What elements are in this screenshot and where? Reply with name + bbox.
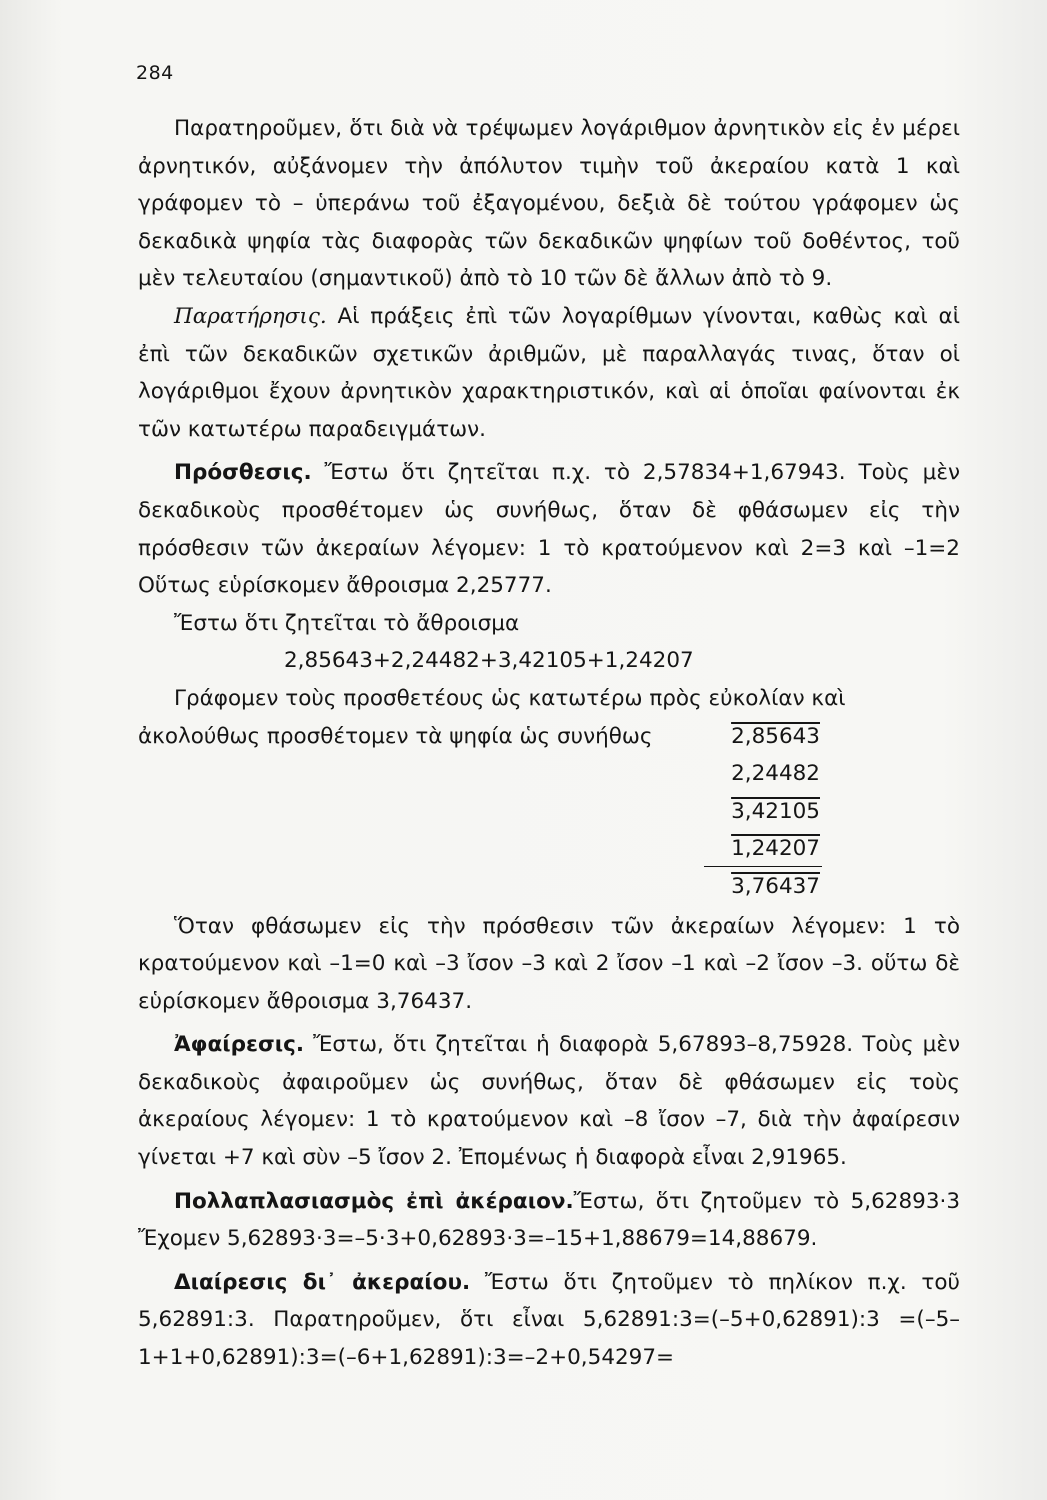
addition-text: Ἔστω ὅτι ζητεῖται π.χ. τὸ 2,57834+1,67943. Τοὺς μὲν δεκαδικοὺς προσθέτομεν ὡς συνήθως, ὅταν δὲ φθάσωμεν εἰς τὴν πρόσθεσιν τῶν ἀκεραίων λέγομεν: 1 τὸ κρατούμενον καὶ 2=3 καὶ –1=2 Οὕτως εὑρίσκομεν ἄθροισμα 2,25777.	[138, 460, 960, 599]
division-text: Ἔστω ὅτι ζητοῦμεν τὸ πηλίκον π.χ. τοῦ 5,62891:3. Παρατηροῦμεν, ὅτι εἶναι 5,62891:3=(–5+0,62891):3 =(–5–1+1+0,62891):3=(–6+1,62891):3=–2+0,54297=	[138, 1269, 960, 1371]
paragraph-division	[138, 1264, 960, 1377]
division-heading: Διαίρεσις δι᾽ ἀκεραίου.	[174, 1269, 471, 1295]
remark-text: Αἱ πράξεις ἐπὶ τῶν λογαρίθμων γίνονται, καθὼς καὶ αἱ ἐπὶ τῶν δεκαδικῶν σχετικῶν ἀριθμῶν, μὲ παραλλαγάς τινας, ὅταν οἱ λογάριθμοι ἔχουν ἀρνητικὸν χαρακτηριστικόν, καὶ αἱ ὁποῖαι φαίνονται ἐκ τῶν κατωτέρω παραδειγμάτων.	[138, 303, 960, 442]
paragraph-sum-intro: Ἔστω ὅτι ζητεῖται τὸ ἄθροισμα	[174, 610, 520, 636]
page-number: 284	[136, 62, 174, 84]
paragraph-remark	[138, 298, 960, 448]
multiplication-text: Ἔστω, ὅτι ζητοῦμεν τὸ 5,62893·3 Ἔχομεν 5,62893·3=–5·3+0,62893·3=–15+1,88679=14,88679.	[138, 1188, 961, 1252]
addition-sum: 3,76437	[731, 873, 820, 899]
paragraph-add-digits: ἀκολούθως προσθέτομεν τὰ ψηφία ὡς συνήθως	[138, 723, 653, 749]
remark-heading: Παρατήρησις.	[174, 303, 327, 329]
addend-1: 2,85643	[731, 723, 820, 749]
page-body	[138, 110, 960, 1377]
paragraph-addition	[138, 454, 960, 604]
addition-column	[700, 718, 820, 906]
subtraction-heading: Ἀφαίρεσις.	[174, 1032, 304, 1058]
paragraph-subtraction	[138, 1026, 960, 1176]
paragraph-multiplication	[138, 1183, 960, 1258]
subtraction-text: Ἔστω, ὅτι ζητεῖται ἡ διαφορὰ 5,67893–8,75928. Τοὺς μὲν δεκαδικοὺς ἀφαιροῦμεν ὡς συνήθως, ὅταν δὲ φθάσωμεν εἰς τοὺς ἀκεραίους λέγομεν: 1 τὸ κρατούμενον καὶ –8 ἴσον –7, διὰ τὴν ἀφαίρεσιν γίνεται +7 καὶ σὺν –5 ἴσον 2. Ἐπομένως ἡ διαφορὰ εἶναι 2,91965.	[138, 1032, 960, 1171]
paragraph-integer-addition: Ὅταν φθάσωμεν εἰς τὴν πρόσθεσιν τῶν ἀκεραίων λέγομεν: 1 τὸ κρατούμενον καὶ –1=0 καὶ –3 ἴσον –3 καὶ 2 ἴσον –1 καὶ –2 ἴσον –3. οὕτω δὲ εὑρίσκομεν ἄθροισμα 3,76437.	[138, 913, 960, 1014]
sum-formula: 2,85643+2,24482+3,42105+1,24207	[284, 648, 694, 674]
multiplication-heading: Πολλαπλασιασμὸς ἐπὶ ἀκέραιον.	[174, 1188, 574, 1214]
paragraph-write-terms: Γράφομεν τοὺς προσθετέους ὡς κατωτέρω πρὸς εὐκολίαν καὶ	[174, 685, 846, 711]
paragraph-negative-logarithm: Παρατηροῦμεν, ὅτι διὰ νὰ τρέψωμεν λογάριθμον ἀρνητικὸν εἰς ἐν μέρει ἀρνητικόν, αὐξάνομεν τὴν ἀπόλυτον τιμὴν τοῦ ἀκεραίου κατὰ 1 καὶ γράφομεν τὸ – ὑπεράνω τοῦ ἐξαγομένου, δεξιὰ δὲ τούτου γράφομεν ὡς δεκαδικὰ ψηφία τὰς διαφορὰς τῶν δεκαδικῶν ψηφίων τοῦ δοθέντος, τοῦ μὲν τελευταίου (σημαντικοῦ) ἀπὸ τὸ 10 τῶν δὲ ἄλλων ἀπὸ τὸ 9.	[138, 116, 960, 292]
sum-rule	[704, 866, 822, 867]
addition-heading: Πρόσθεσις.	[174, 460, 312, 486]
addition-column-block	[138, 718, 960, 908]
addend-2: 2,24482	[731, 761, 820, 787]
addend-4: 1,24207	[731, 836, 820, 862]
addend-3: 3,42105	[731, 798, 820, 824]
